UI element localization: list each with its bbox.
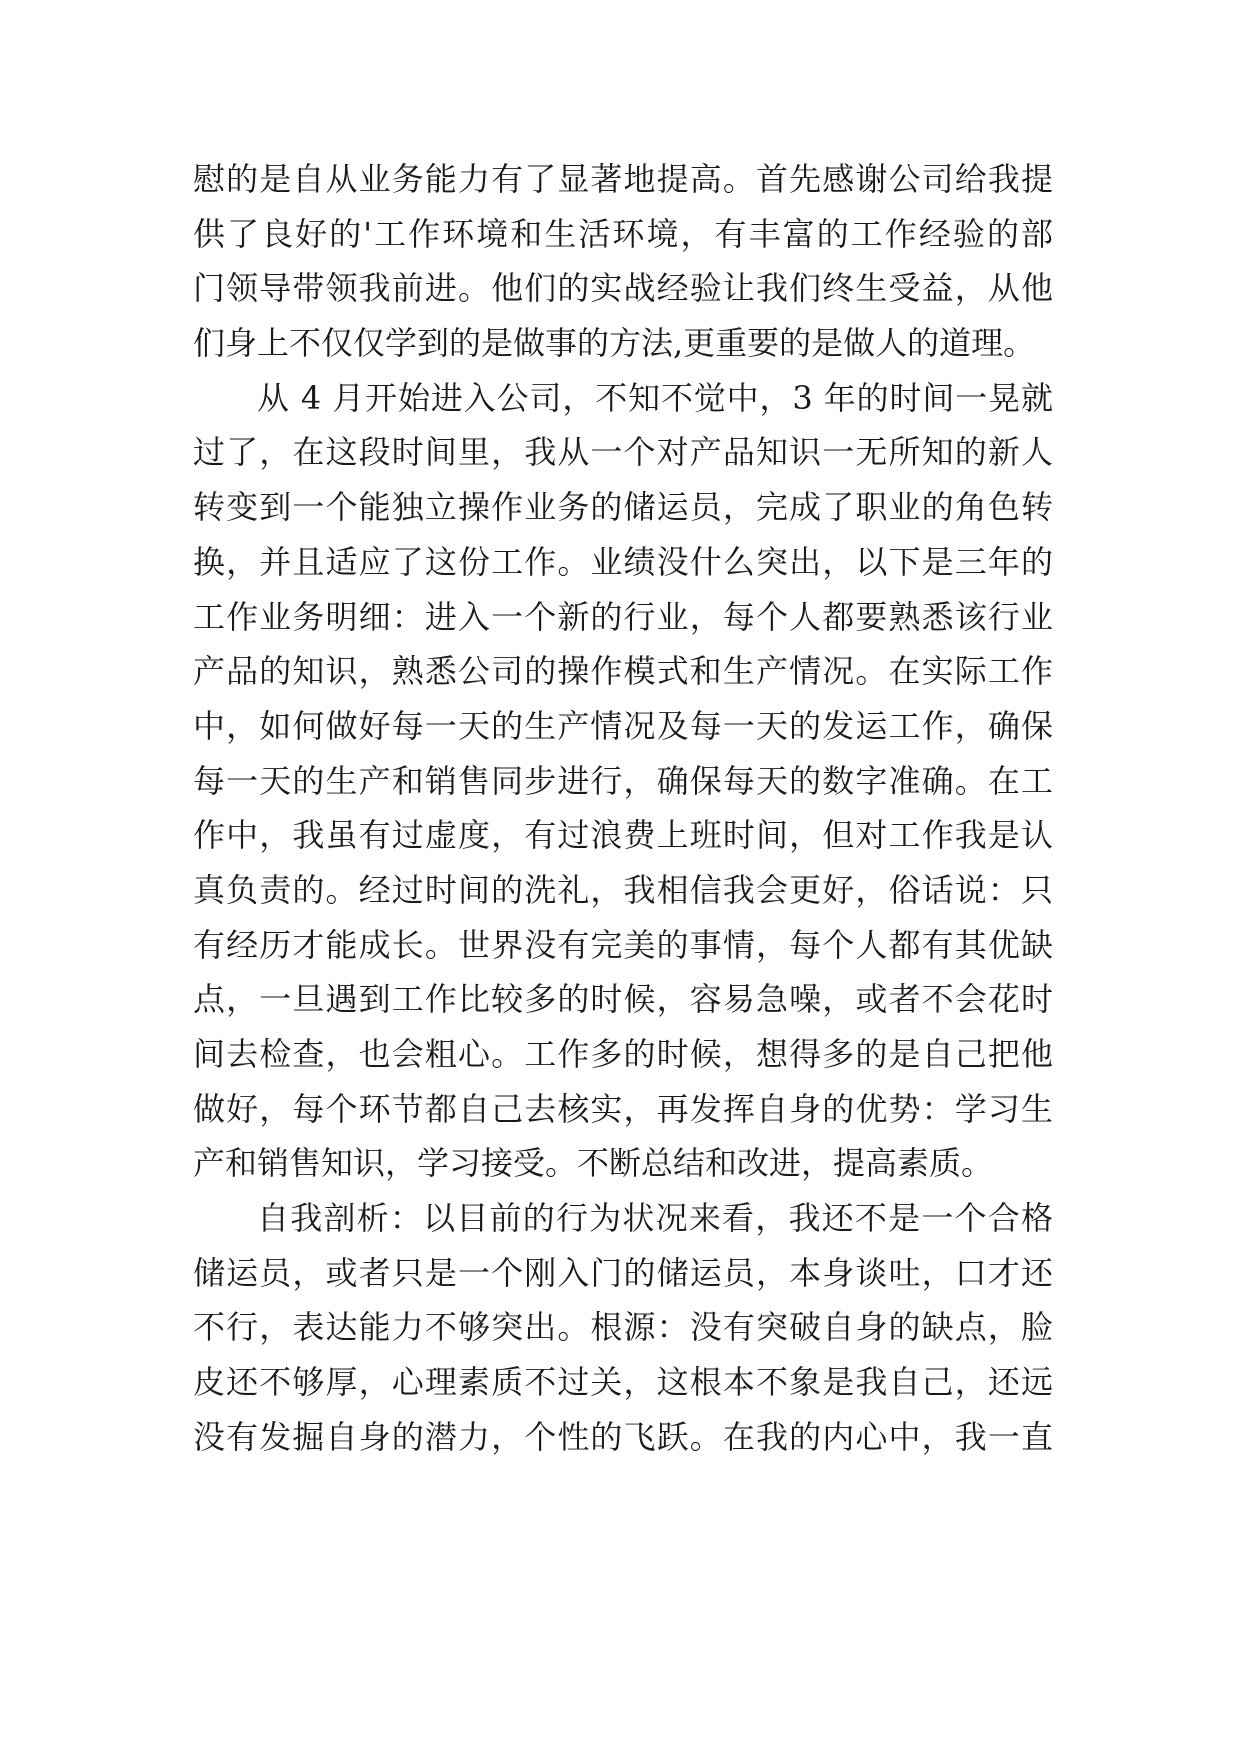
text-line: 产和销售知识，学习接受。不断总结和改进，提高素质。 bbox=[193, 1144, 994, 1183]
text-line: 转变到一个能独立操作业务的储运员，完成了职业的角色转 bbox=[193, 488, 1053, 527]
document-body bbox=[193, 152, 1053, 1465]
text-line: 过了，在这段时间里，我从一个对产品知识一无所知的新人 bbox=[193, 433, 1053, 472]
text-line: 门领导带领我前进。他们的实战经验让我们终生受益，从他 bbox=[193, 269, 1053, 308]
text-line: 储运员，或者只是一个刚入门的储运员，本身谈吐，口才还 bbox=[193, 1253, 1053, 1292]
text-line: 产品的知识，熟悉公司的操作模式和生产情况。在实际工作 bbox=[193, 652, 1053, 691]
text-line: 间去检查，也会粗心。工作多的时候，想得多的是自己把他 bbox=[193, 1035, 1053, 1073]
text-line: 皮还不够厚，心理素质不过关，这根本不象是我自己，还远 bbox=[193, 1363, 1053, 1402]
text-line: 有经历才能成长。世界没有完美的事情，每个人都有其优缺 bbox=[193, 925, 1053, 964]
text-line: 每一天的生产和销售同步进行，确保每天的数字准确。在工 bbox=[193, 761, 1053, 800]
text-line: 作中，我虽有过虚度，有过浪费上班时间，但对工作我是认 bbox=[193, 816, 1053, 855]
text-line: 不行，表达能力不够突出。根源：没有突破自身的缺点，脸 bbox=[193, 1308, 1053, 1347]
text-line: 供了良好的'工作环境和生活环境，有丰富的工作经验的部 bbox=[193, 214, 1053, 253]
text-line: 没有发掘自身的潜力，个性的飞跃。在我的内心中，我一直 bbox=[193, 1417, 1053, 1456]
text-line: 点，一旦遇到工作比较多的时候，容易急噪，或者不会花时 bbox=[193, 980, 1053, 1019]
text-line: 自我剖析：以目前的行为状况来看，我还不是一个合格 bbox=[257, 1199, 1053, 1238]
text-line: 真负责的。经过时间的洗礼，我相信我会更好，俗话说：只 bbox=[193, 870, 1053, 909]
text-line: 们身上不仅仅学到的是做事的方法,更重要的是做人的道理。 bbox=[193, 324, 1036, 363]
text-line: 慰的是自从业务能力有了显著地提高。首先感谢公司给我提 bbox=[193, 160, 1053, 198]
text-line: 做好，每个环节都自己去核实，再发挥自身的优势：学习生 bbox=[193, 1089, 1053, 1128]
text-line: 工作业务明细：进入一个新的行业，每个人都要熟悉该行业 bbox=[193, 597, 1053, 636]
text-line: 换，并且适应了这份工作。业绩没什么突出，以下是三年的 bbox=[193, 542, 1053, 581]
text-line: 中，如何做好每一天的生产情况及每一天的发运工作，确保 bbox=[193, 706, 1053, 745]
text-line: 从 4 月开始进入公司，不知不觉中，3 年的时间一晃就 bbox=[257, 378, 1053, 417]
